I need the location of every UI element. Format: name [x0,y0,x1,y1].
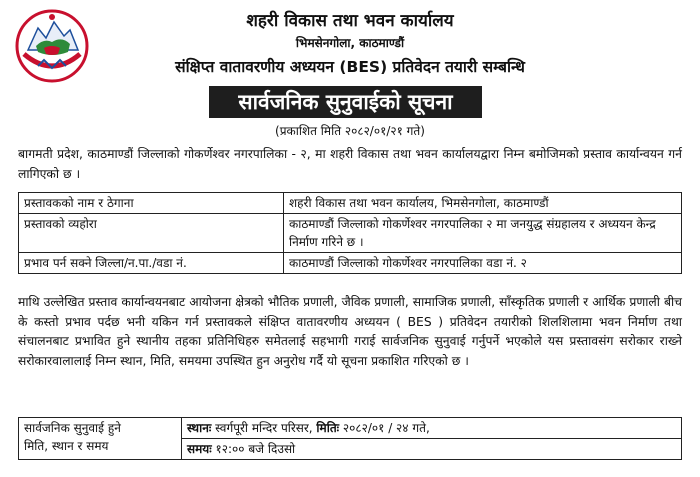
hearing-label-line1: सार्वजनिक सुनुवाई हुने [24,421,121,435]
notice-subject: संक्षिप्त वातावरणीय अध्ययन (BES) प्रतिवेदन तयारी सम्बन्धि [175,58,525,76]
date-value: २०८२/०१ / २४ गते, [339,421,430,435]
hearing-time-cell [182,439,682,460]
time-label: समयः [187,442,212,456]
hearing-label-cell [19,418,182,460]
office-title: शहरी विकास तथा भवन कार्यालय [246,11,454,31]
office-address: भिमसेनगोला, काठमाण्डौं [295,36,405,50]
table-row [19,214,682,253]
table-cell-value: शहरी विकास तथा भवन कार्यालय, भिमसेनगोला, काठमाण्डौं [284,193,682,214]
date-label: मितिः [316,421,340,435]
place-value: स्वर्गपूरी मन्दिर परिसर, [211,421,317,435]
table-row [19,193,682,214]
hearing-table [18,417,682,460]
table-row [19,418,682,439]
body-paragraph: माथि उल्लेखित प्रस्ताव कार्यान्वयनबाट आयोजना क्षेत्रको भौतिक प्रणाली, जैविक प्रणाली, सामाजिक प्रणाली, साँस्कृतिक प्रणाली र आर्थिक प्रणाली बीच के कस्तो प्रभाव पर्दछ भनी यकिन गर्न प्रस्तावकले संक्षिप्त वातावरणीय अध्ययन ( BES ) प्रतिवेदन तयारीको शिलशिलामा भवन निर्माण तथा संचालनबाट प्रभावित हुने स्थानीय तहका प्रतिनिधिहरु समेतलाई सहभागी गराई सार्वजनिक सुनुवाई गर्नुपर्ने भएकोले यस प्रस्तावसंग सरोकार राख्ने सरोकारवालालाई निम्न स्थान, मिति, समयमा उपस्थित हुन अनुरोध गर्दै यो सूचना प्रकाशित गरिएको छ । [18,295,682,368]
table-cell-label: प्रस्तावको व्यहोरा [19,214,284,253]
place-label: स्थानः [187,421,212,435]
table-cell-label: प्रस्तावकको नाम र ठेगाना [19,193,284,214]
table-cell-value: काठमाण्डौं जिल्लाको गोकर्णेश्वर नगरपालिका वडा नं. २ [284,253,682,274]
notice-title-banner: सार्वजनिक सुनुवाईको सूचना [209,86,482,118]
table-cell-label: प्रभाव पर्न सक्ने जिल्ला/न.पा./वडा नं. [19,253,284,274]
hearing-place-date-cell [182,418,682,439]
intro-paragraph: बागमती प्रदेश, काठमाण्डौं जिल्लाको गोकर्णेश्वर नगरपालिका - २, मा शहरी विकास तथा भवन कार्यालयद्वारा निम्न बमोजिमको प्रस्ताव कार्यान्वयन गर्न लागिएको छ । [18,147,682,181]
proposal-table [18,192,682,274]
time-value: १२:०० बजे दिउसो [211,442,296,456]
published-date: (प्रकाशित मिति २०८२/०१/२१ गते) [275,124,425,138]
hearing-label-line2: मिति, स्थान र समय [24,439,109,453]
table-row [19,253,682,274]
table-cell-value: काठमाण्डौं जिल्लाको गोकर्णेश्वर नगरपालिका २ मा जनयुद्ध संग्रहालय र अध्ययन केन्द्र निर्माण गरिने छ । [284,214,682,253]
